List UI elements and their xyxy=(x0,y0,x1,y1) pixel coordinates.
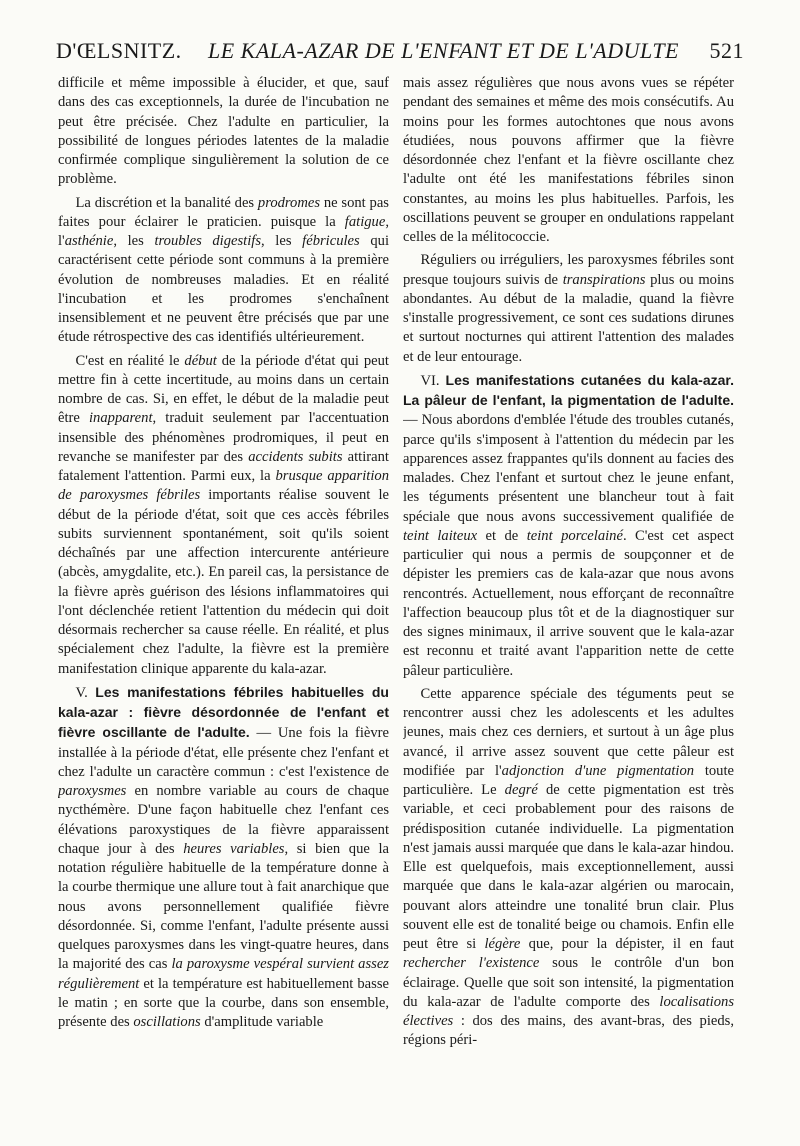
paragraph: C'est en réalité le début de la période d'état qui peut mettre fin à cette incertitude, au moins dans un certain nombre de cas. Si, en effet, le début de la maladie peut être inapparent, traduit seulement par l'accentuation insensible des phénomènes prodromiques, il peut en revanche se manifester par des accidents subits attirant fatalement l'attention. Parmi eux, la brusque apparition de paroxysmes fébriles importants réalise souvent le début de la période d'état, soit que ces accès fébriles subits surviennent spontanément, soit qu'ils soient déchaînés par une affection intercurente antérieure (abcès, amygdalite, etc.). En pareil cas, la persistance de la fièvre après guérison des lésions inflammatoires qui l'ont déclenchée retient l'attention du médecin qui doit désormais rechercher sa cause réelle. En réalité, et plus spécialement chez l'adulte, la fièvre est la première manifestation clinique apparente du kala-azar. xyxy=(58,352,389,677)
section-v-paragraph: V. Les manifestations fébriles habituelles du kala-azar : fièvre désordonnée de l'enfant et fièvre oscillante de l'adulte. — Une fois la fièvre installée à la période d'état, elle présente chez l'enfant et chez l'adulte un caractère commun : c'est l'existence de paroxysmes en nombre variable au cours de chaque nycthémère. D'une façon habituelle chez l'enfant ces élévations paroxystiques de la fièvre apparaissent chaque jour à des heures variables, si bien que la notation régulière habituelle de la température donne à la courbe thermique une allure tout à fait anarchique que nous avons personnellement qualifiée fièvre désordonnée. Si, comme l'enfant, l'adulte présente aussi quelques paroxysmes dans les vingt-quatre heures, dans la majorité des cas la paroxysme vespéral survient assez régulièrement et la température est habituellement basse le matin ; en sorte que la courbe, dans son ensemble, présente des oscillations d'amplitude variable xyxy=(58,683,389,1030)
section-vi-paragraph: VI. Les manifestations cutanées du kala-azar. La pâleur de l'enfant, la pigmentation de l'adulte. — Nous abordons d'emblée l'étude des troubles cutanés, parce qu'ils s'imposent à l'attention du médecin par les apparences assez frappantes qu'ils donnent au facies des malades. Chez l'enfant et surtout chez le jeune enfant, les téguments présentent une blancheur tout à fait spéciale que nous avons successivement qualifiée de teint laiteux et de teint porcelainé. C'est cet aspect particulier qui nous a permis de soupçonner et de dépister les premiers cas de kala-azar que nous avons rencontrés. Actuellement, nous efforçant de reconnaître l'affection beaucoup plus tôt et de la diagnostiquer sur des signes minimaux, il arrive souvent que le kala-azar est reconnu et traité avant l'apparition nette de cette pâleur particulière. xyxy=(403,371,734,679)
paragraph: La discrétion et la banalité des prodromes ne sont pas faites pour éclairer le praticien. puisque la fatigue, l'asthénie, les troubles digestifs, les fébricules qui caractérisent cette période sont communs à la première évolution de nombreuses maladies. Et en réalité l'incubation et les prodromes s'enchaînent insensiblement et ne peuvent être précisés que par une étude rétrospective des cas identifiés ultérieurement. xyxy=(58,194,389,346)
paragraph: difficile et même impossible à élucider, et que, sauf dans des cas exceptionnels, la durée de l'incubation ne peut être précisée. Chez l'adulte en particulier, la possibilité de longues périodes latentes de la maladie confirmée complique singulièrement la solution de ce problème. xyxy=(58,75,389,188)
running-header xyxy=(56,38,744,70)
paragraph: mais assez régulières que nous avons vues se répéter pendant des semaines et même des mois consécutifs. Au moins pour les formes autochtones que nous avons étudiées, nous pouvons affirmer que la fièvre désordonnée chez l'enfant et la fièvre oscillante chez l'adulte ont été les manifestations fébriles sinon constantes, au moins les plus habituelles. Parfois, les oscillations peuvent se grouper en ondulations rappelant celles de la mélitococcie. xyxy=(403,75,734,245)
section-number: V. xyxy=(75,684,88,701)
left-column xyxy=(58,74,389,1140)
section-heading: Les manifestations fébriles habituelles du kala-azar : fièvre désordonnée de l'enfant et fièvre oscillante de l'adulte. xyxy=(58,683,389,741)
right-column xyxy=(403,74,734,1140)
section-number: VI. xyxy=(420,372,440,389)
header-title: LE KALA-AZAR DE L'ENFANT ET DE L'ADULTE xyxy=(208,38,679,63)
paragraph: Cette apparence spéciale des téguments peut se rencontrer aussi chez les adolescents et les adultes jeunes, mais chez ces derniers, et surtout à un âge plus avancé, il arrive assez souvent que cette pâleur est modifiée par l'adjonction d'une pigmentation toute particulière. Le degré de cette pigmentation est très variable, et ceci probablement pour des raisons de prédisposition cutanée individuelle. La pigmentation n'est jamais aussi marquée que dans le kala-azar hindou. Elle est quelquefois, mais exceptionnellement, aussi marquée que dans le kala-azar algérien ou marocain, pouvant alors atteindre une tonalité brun clair. Plus souvent elle est de tonalité beige ou chamois. Enfin elle peut être si légère que, pour la dépister, il en faut rechercher l'existence sous le contrôle d'un bon éclairage. Quelle que soit son intensité, la pigmentation du kala-azar de l'adulte comporte des localisations électives : dos des mains, des avant-bras, des pieds, régions péri- xyxy=(403,685,734,1049)
section-heading: Les manifestations cutanées du kala-azar. La pâleur de l'enfant, la pigmentation de l'adulte. xyxy=(403,371,734,408)
paragraph: Réguliers ou irréguliers, les paroxysmes fébriles sont presque toujours suivis de transpirations plus ou moins abondantes. Au début de la maladie, quand la fièvre s'installe progressivement, ce sont ces sudations dirunes et surtout nocturnes qui attirent l'attention des malades et de leur entourage. xyxy=(403,252,734,365)
page-number: 521 xyxy=(709,38,744,63)
header-author: D'ŒLSNITZ. xyxy=(56,38,182,63)
